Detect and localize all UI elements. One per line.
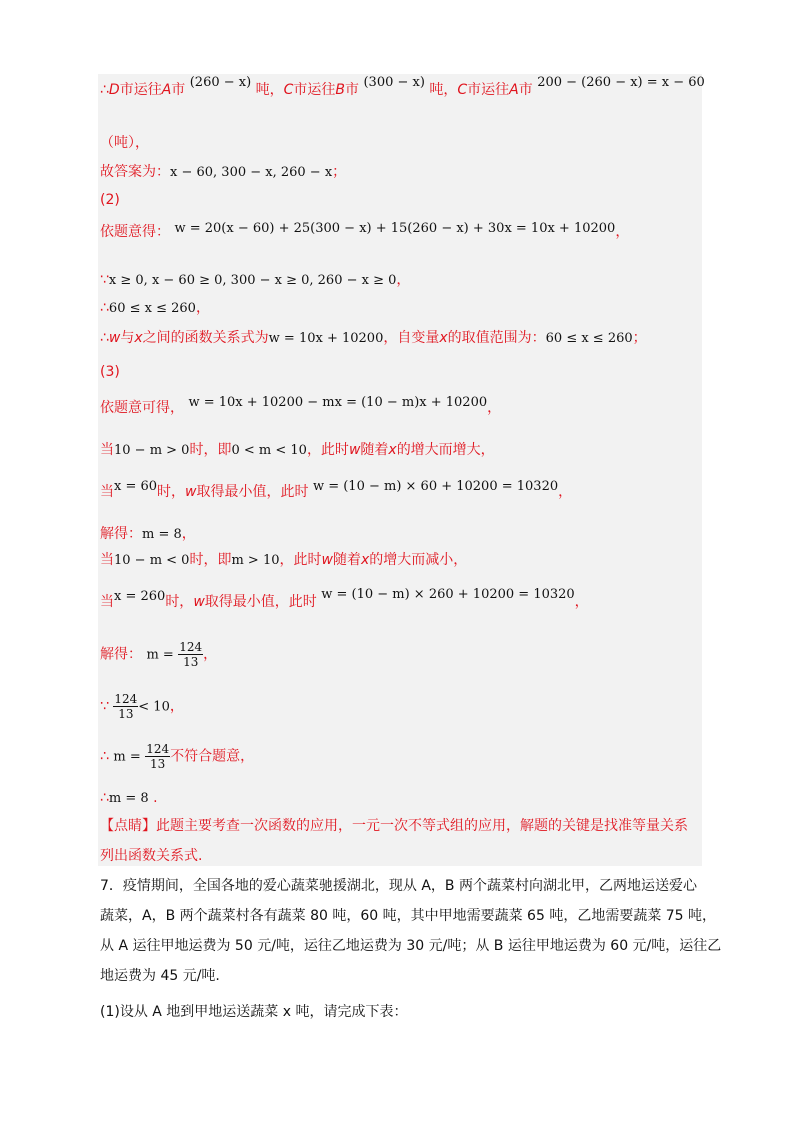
formula: m > 10	[231, 553, 280, 568]
text: 不符合题意，	[170, 748, 255, 765]
text: 故答案为：	[100, 164, 170, 180]
text: w	[348, 442, 361, 458]
text: ∵	[100, 698, 109, 715]
question-line-4: 地运费为 45 元/吨.	[100, 968, 220, 984]
formula: x − 60, 300 − x, 260 − x	[170, 165, 333, 180]
text: A	[161, 82, 172, 98]
text: 时，	[157, 484, 186, 500]
formula: m =	[113, 749, 141, 765]
text: ∵	[100, 272, 109, 288]
text: 市	[171, 82, 186, 98]
text: 市	[518, 82, 533, 98]
text: D	[108, 82, 120, 98]
text: ∴	[100, 790, 109, 806]
formula: (260 − x)	[189, 75, 252, 90]
formula: < 10	[138, 699, 170, 715]
solution-line-16	[100, 640, 217, 669]
text: 依题意得：	[100, 224, 170, 240]
text: ，自变量	[383, 330, 440, 346]
solution-line-8	[100, 328, 647, 349]
text: 市运往	[119, 82, 162, 98]
text: 随着	[332, 552, 361, 568]
text: w	[321, 552, 333, 568]
text: C	[283, 82, 294, 98]
text: 取得最小值，此时	[196, 484, 309, 500]
text: ∴	[100, 300, 109, 316]
formula: 10 − m < 0	[114, 553, 190, 568]
text: A	[509, 82, 519, 98]
text: 吨，	[429, 82, 458, 98]
formula: m = 8	[142, 527, 182, 542]
question-line-3: 从 A 运往甲地运费为 50 元/吨，运往乙地运费为 30 元/吨；从 B 运往甲地运费为 60 元/吨，运往乙	[100, 938, 722, 954]
question-line-2: 蔬菜，A，B 两个蔬菜村各有蔬菜 80 吨，60 吨，其中甲地需要蔬菜 65 吨，乙地需要蔬菜 75 吨，	[100, 908, 717, 924]
text: 市	[345, 82, 360, 98]
key-point-line-1: 【点睛】此题主要考查一次函数的应用，一元一次不等式组的应用，解题的关键是找准等量关系	[100, 818, 688, 834]
text: 依题意可得，	[100, 400, 184, 416]
formula: w = 20(x − 60) + 25(300 − x) + 15(260 − x) + 30x = 10x + 10200	[174, 221, 616, 236]
part-2-label: (2)	[100, 192, 120, 208]
formula: w = 10x + 10200 − mx = (10 − m)x + 10200	[188, 395, 488, 410]
numerator: 124	[146, 742, 170, 756]
question-line-1: 7．疫情期间，全国各地的爱心蔬菜驰援湖北，现从 A，B 两个蔬菜村向湖北甲，乙两地运送爱心	[100, 878, 697, 894]
text: 的取值范围为：	[447, 330, 546, 346]
formula: m =	[146, 647, 174, 663]
text: .	[153, 790, 158, 806]
text: 时，即	[189, 442, 232, 458]
text: w	[185, 484, 197, 500]
text: 取得最小值，此时	[204, 594, 317, 610]
text: 的增大而增大，	[396, 442, 495, 458]
formula: x = 260	[114, 589, 166, 604]
text: 之间的函数关系式为	[142, 330, 269, 346]
text: x	[439, 330, 448, 346]
solution-line-7	[100, 298, 210, 319]
text: ∴	[100, 748, 109, 765]
formula: 60 ≤ x ≤ 260	[545, 331, 633, 346]
denominator: 13	[150, 757, 166, 771]
text: ，此时	[306, 442, 349, 458]
text: 吨，	[255, 82, 284, 98]
text: ，	[615, 224, 630, 240]
text: ；	[332, 164, 347, 180]
formula: 200 − (260 − x) = x − 60	[537, 75, 705, 90]
formula: x ≥ 0, x − 60 ≥ 0, 300 − x ≥ 0, 260 − x ≥ 0	[108, 273, 397, 288]
solution-line-15	[100, 587, 589, 613]
solution-line-18	[100, 742, 254, 771]
formula: w = 10x + 10200	[268, 331, 384, 346]
text: w	[108, 330, 121, 346]
text: x	[388, 442, 397, 458]
solution-line-6	[100, 270, 410, 291]
solution-line-14	[100, 550, 467, 571]
text: 当	[100, 442, 114, 458]
text: 当	[100, 552, 114, 568]
numerator: 124	[179, 640, 203, 654]
denominator: 13	[118, 707, 134, 721]
text: 的增大而减小，	[369, 552, 468, 568]
solution-line-5	[100, 222, 629, 243]
text: ，	[169, 698, 184, 715]
solution-line-1	[100, 75, 705, 101]
text: 随着	[360, 442, 389, 458]
text: 时，即	[189, 552, 232, 568]
text: 与	[120, 330, 135, 346]
text: 市运往	[467, 82, 510, 98]
solution-line-2: （吨），	[100, 135, 149, 151]
part-3-label: (3)	[100, 364, 120, 380]
formula: 60 ≤ x ≤ 260	[108, 301, 196, 316]
solution-line-17	[100, 692, 184, 721]
fraction	[178, 640, 203, 669]
solution-line-11	[100, 440, 495, 461]
formula: w = (10 − m) × 260 + 10200 = 10320	[321, 587, 575, 602]
text: ，	[558, 484, 573, 500]
numerator: 124	[114, 692, 138, 706]
solution-line-12	[100, 479, 573, 503]
fraction	[145, 742, 170, 771]
text: x	[134, 330, 143, 346]
text: ；	[632, 330, 647, 346]
text: ∴	[100, 82, 109, 98]
question-line-5: (1)设从 A 地到甲地运送蔬菜 x 吨，请完成下表：	[100, 1004, 408, 1020]
formula: 0 < m < 10	[231, 443, 307, 458]
solution-line-13	[100, 524, 196, 545]
text: 当	[100, 594, 114, 610]
text: w	[193, 594, 205, 610]
text: ∴	[100, 330, 109, 346]
formula: x = 60	[114, 479, 158, 494]
solution-line-10	[100, 395, 502, 419]
text: ，此时	[279, 552, 322, 568]
text: 解得：	[100, 646, 142, 663]
text: ，	[195, 300, 210, 316]
text: 当	[100, 484, 114, 500]
formula: m = 8	[108, 791, 149, 806]
solution-line-3	[100, 162, 346, 183]
formula: w = (10 − m) × 60 + 10200 = 10320	[312, 479, 559, 494]
fraction	[113, 692, 138, 721]
solution-line-19	[100, 788, 158, 809]
text: 市运往	[293, 82, 336, 98]
text: ，	[181, 526, 196, 542]
text: 解得：	[100, 526, 142, 542]
text: x	[360, 552, 370, 568]
text: ，	[203, 646, 218, 663]
text: C	[457, 82, 468, 98]
text: ，	[396, 272, 411, 288]
formula: (300 − x)	[363, 75, 425, 90]
text: 时，	[165, 594, 194, 610]
text: ，	[574, 594, 589, 610]
formula: 10 − m > 0	[114, 443, 190, 458]
text: B	[335, 82, 346, 98]
denominator: 13	[183, 655, 199, 669]
text: ，	[487, 400, 502, 416]
key-point-line-2: 列出函数关系式.	[100, 848, 203, 864]
